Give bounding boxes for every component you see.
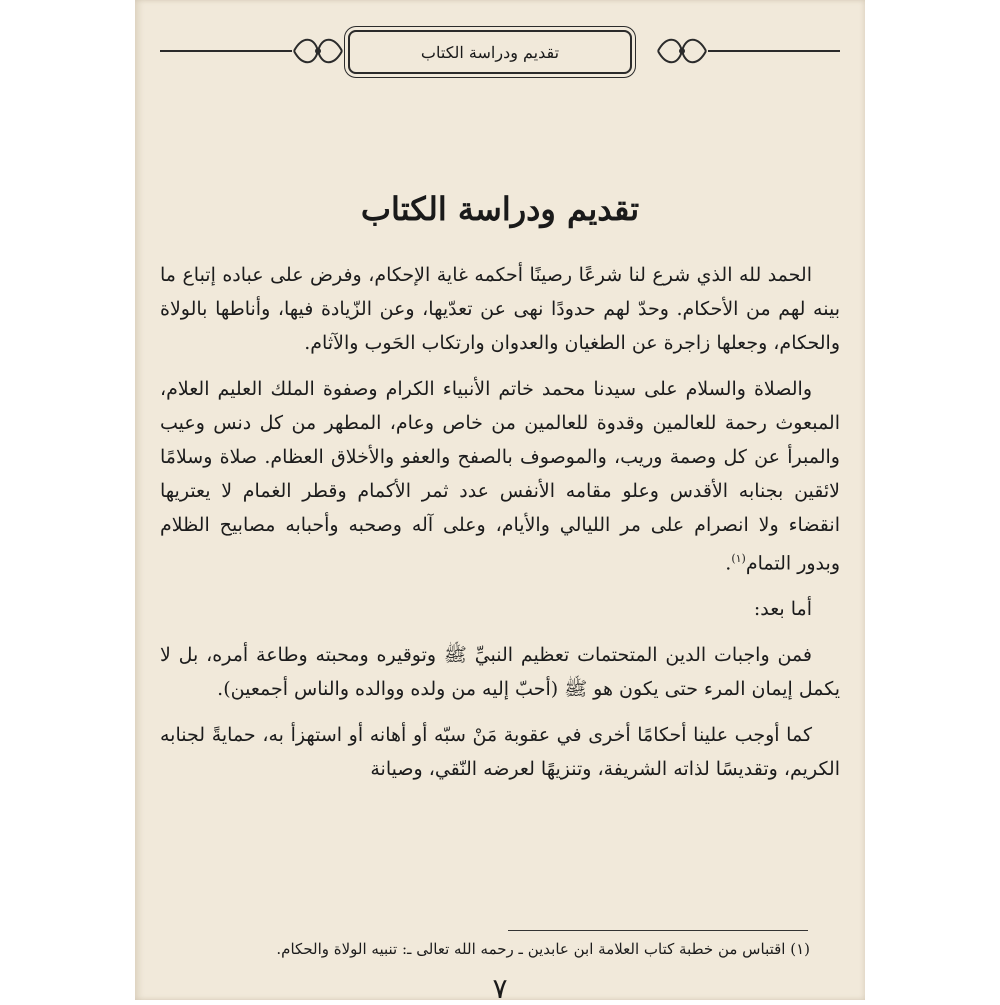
body-text [160, 258, 840, 798]
header-rule-right [708, 50, 840, 52]
footnote-ref: (١) [731, 552, 746, 565]
footnote-separator [508, 930, 808, 931]
chapter-title: تقديم ودراسة الكتاب [360, 190, 640, 228]
ornament-right-icon [656, 32, 708, 70]
header-rule-left [160, 50, 292, 52]
running-header [160, 26, 840, 76]
running-title-text: تقديم ودراسة الكتاب [420, 42, 560, 62]
paragraph-2-text: والصلاة والسلام على سيدنا محمد خاتم الأنبياء الكرام وصفوة الملك العليم العلام، المبعوث رحمة للعالمين وقدوة للعالمين من خاص وعام، المطهر من كل دنس وعيب والمبرأ عن كل وصمة وريب، والموصوف بالصفح والعفو والأخلاق العظام. صلاة وسلامًا لائقين بجنابه الأقدس وعلو مقامه الأنفس عدد ثمر الأكمام وقطر الغمام لا يعتريها انقضاء ولا انصرام على مر الليالي والأيام، وعلى آله وصحبه وأحبابه مصابيح الظلام وبدور التمام [160, 378, 840, 575]
footnote: (١) اقتباس من خطبة كتاب العلامة ابن عابدين ـ رحمه الله تعالى ـ: تنبيه الولاة والحكام. [276, 940, 810, 958]
running-title [348, 30, 632, 74]
paragraph-4: فمن واجبات الدين المتحتمات تعظيم النبيِّ ﷺ وتوقيره ومحبته وطاعة أمره، بل لا يكمل إيمان المرء حتى يكون هو ﷺ (أحبّ إليه من ولده ووالده والناس أجمعين). [160, 644, 840, 701]
ornament-left-icon [292, 32, 344, 70]
paragraph-2 [160, 372, 840, 580]
paragraph-2-end: . [725, 552, 732, 575]
paragraph-3: أما بعد: [753, 598, 812, 621]
paragraph-5: كما أوجب علينا أحكامًا أخرى في عقوبة مَنْ سبّه أو أهانه أو استهزأ به، حمايةً لجنابه الكريم، وتقديسًا لذاته الشريفة، وتنزيهًا لعرضه النّقي، وصيانة [160, 724, 840, 781]
page-number: ٧ [492, 972, 508, 1005]
paragraph-1: الحمد لله الذي شرع لنا شرعًا رصينًا أحكمه غاية الإحكام، وفرض على عباده إتباع ما بينه لهم من الأحكام. وحدّ لهم حدودًا نهى عن تعدّيها، وعن الزّيادة فيها، وأناطها بالولاة والحكام، وجعلها زاجرة عن الطغيان والعدوان وارتكاب الحَوب والآثام. [160, 264, 840, 354]
